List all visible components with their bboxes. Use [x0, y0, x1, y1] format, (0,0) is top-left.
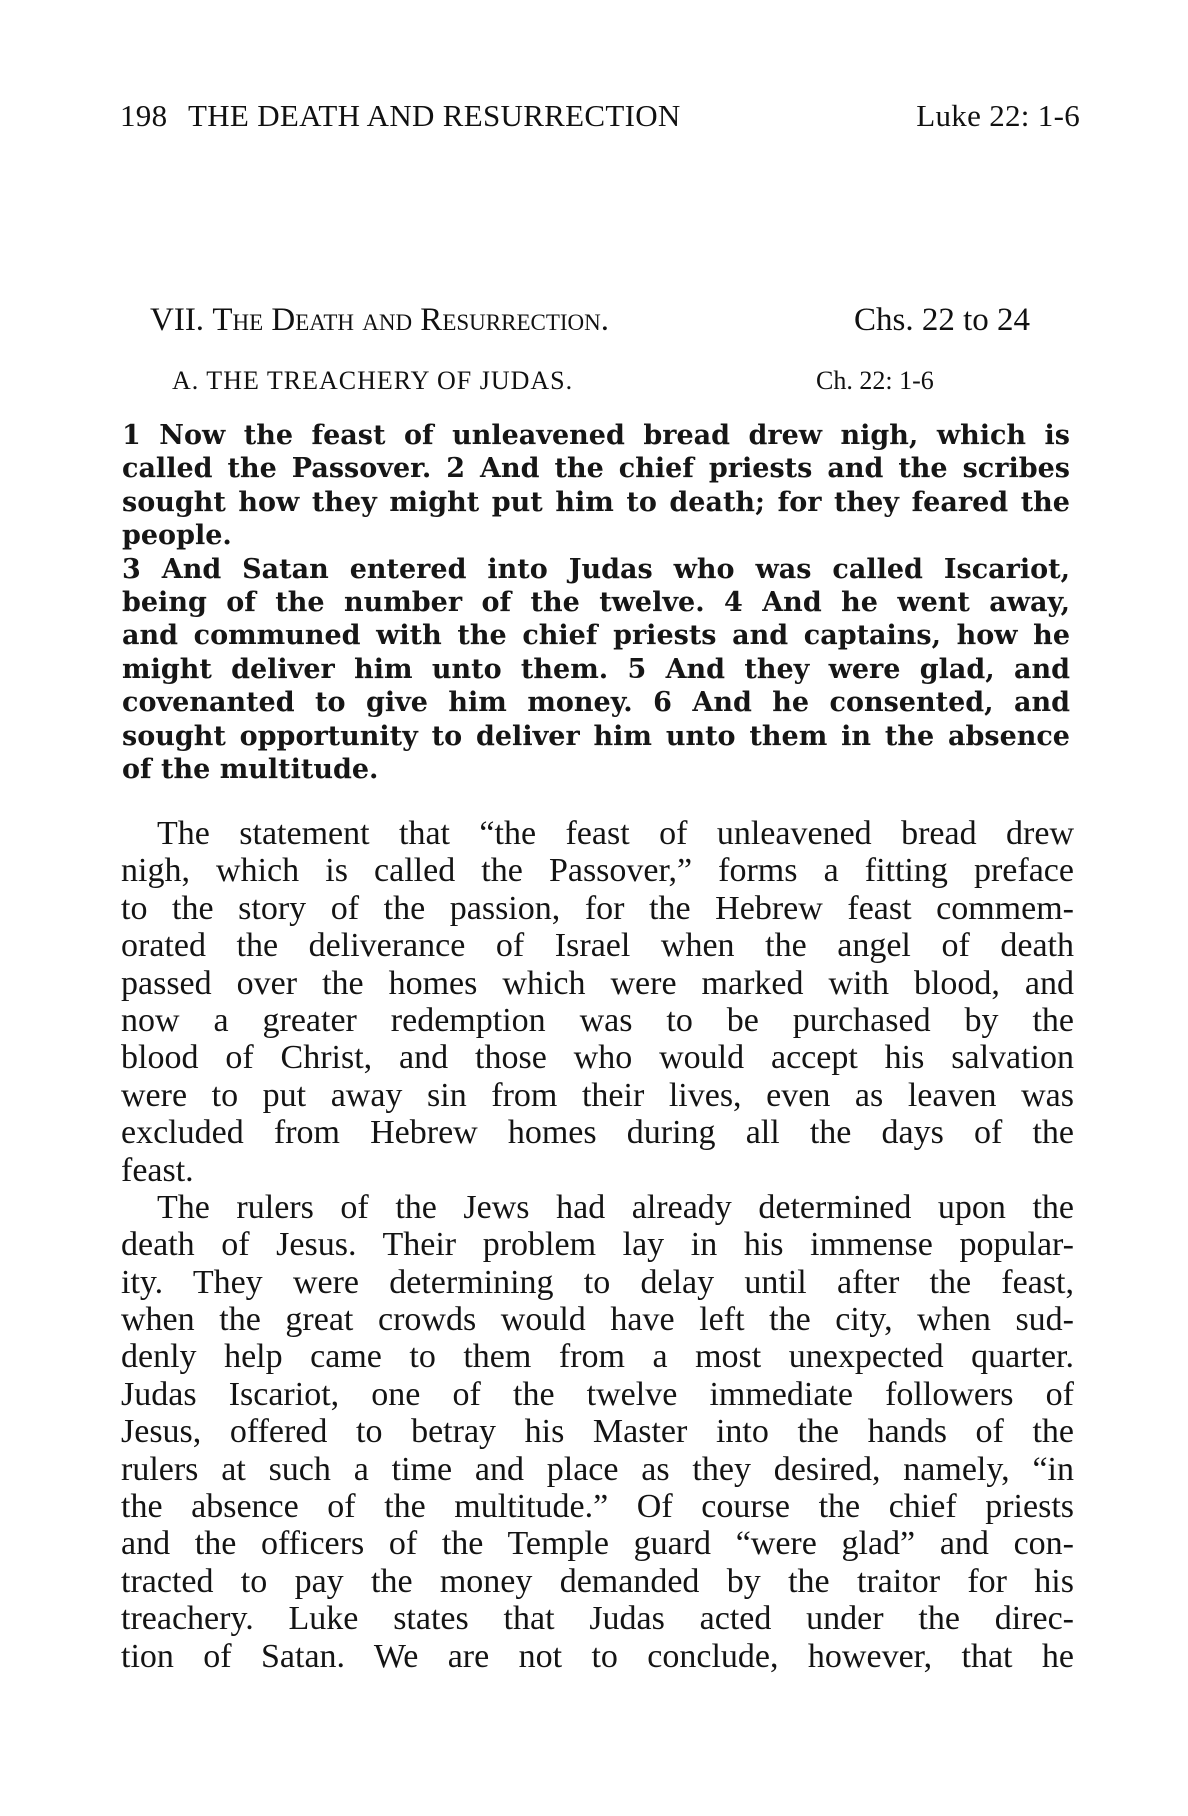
scripture-line: people. [122, 520, 232, 552]
scripture-line: sought opportunity to deliver him unto them in the absence [122, 720, 1070, 752]
running-title: THE DEATH AND RESURRECTION [188, 98, 681, 133]
section-heading [150, 302, 1030, 339]
running-reference: Luke 22: 1-6 [916, 98, 1080, 133]
commentary-line: blood of Christ, and those who would accept his salvation [121, 1039, 1074, 1077]
commentary-line: tion of Satan. We are not to conclude, however, that he [121, 1637, 1074, 1675]
section-title: The Death and Resurrection. [212, 302, 610, 338]
scripture-line: might deliver him unto them. 5 And they were glad, and [122, 653, 1070, 685]
commentary-line: now a greater redemption was to be purchased by the [121, 1001, 1074, 1039]
scripture-line: being of the number of the twelve. 4 And he went away, [122, 586, 1070, 618]
commentary-line: the absence of the multitude.” Of course the chief priests [121, 1488, 1074, 1526]
commentary-line: The statement that “the feast of unleavened bread drew [157, 815, 1074, 852]
subsection-heading [172, 366, 1032, 396]
commentary-line: tracted to pay the money demanded by the traitor for his [121, 1562, 1074, 1600]
scripture-passage [122, 419, 1070, 786]
commentary-line: treachery. Luke states that Judas acted under the direc- [121, 1600, 1074, 1638]
section-numeral: VII. [150, 302, 205, 338]
commentary-line: The rulers of the Jews had already determined upon the [157, 1188, 1074, 1226]
commentary-line: denly help came to them from a most unexpected quarter. [121, 1338, 1074, 1376]
commentary-line: death of Jesus. Their problem lay in his immense popular- [121, 1226, 1074, 1264]
running-head [120, 98, 1080, 148]
commentary-line: excluded from Hebrew homes during all the days of the [121, 1114, 1074, 1152]
scripture-line: of the multitude. [122, 753, 379, 785]
commentary-text [121, 815, 1074, 1675]
section-range: Chs. 22 to 24 [853, 302, 1030, 338]
scripture-line: 3 And Satan entered into Judas who was called Iscariot, [122, 553, 1070, 585]
commentary-line: orated the deliverance of Israel when the angel of death [121, 927, 1074, 965]
commentary-line: feast. [121, 1151, 194, 1189]
scripture-line: 1 Now the feast of unleavened bread drew nigh, which is [122, 420, 1070, 451]
commentary-line: ity. They were determining to delay until after the feast, [121, 1263, 1074, 1301]
scripture-line: covenanted to give him money. 6 And he consented, and [122, 687, 1070, 719]
commentary-line: Jesus, offered to betray his Master into the hands of the [121, 1413, 1074, 1451]
commentary-line: passed over the homes which were marked with blood, and [121, 964, 1074, 1002]
scripture-line: sought how they might put him to death; for they feared the [122, 486, 1070, 518]
commentary-line: nigh, which is called the Passover,” forms a fitting preface [121, 852, 1074, 890]
scripture-line: called the Passover. 2 And the chief priests and the scribes [122, 453, 1070, 485]
commentary-line: rulers at such a time and place as they desired, namely, “in [121, 1450, 1074, 1488]
subsection-reference: Ch. 22: 1-6 [816, 366, 934, 395]
commentary-line: when the great crowds would have left the city, when sud- [121, 1301, 1074, 1339]
page-number: 198 [120, 98, 168, 133]
commentary-line: and the officers of the Temple guard “were glad” and con- [121, 1525, 1074, 1563]
commentary-line: to the story of the passion, for the Hebrew feast commem- [121, 889, 1074, 927]
commentary-line: Judas Iscariot, one of the twelve immediate followers of [121, 1375, 1074, 1413]
subsection-title: A. THE TREACHERY OF JUDAS. [172, 366, 574, 395]
scripture-line: and communed with the chief priests and captains, how he [122, 620, 1070, 652]
commentary-line: were to put away sin from their lives, even as leaven was [121, 1076, 1074, 1114]
